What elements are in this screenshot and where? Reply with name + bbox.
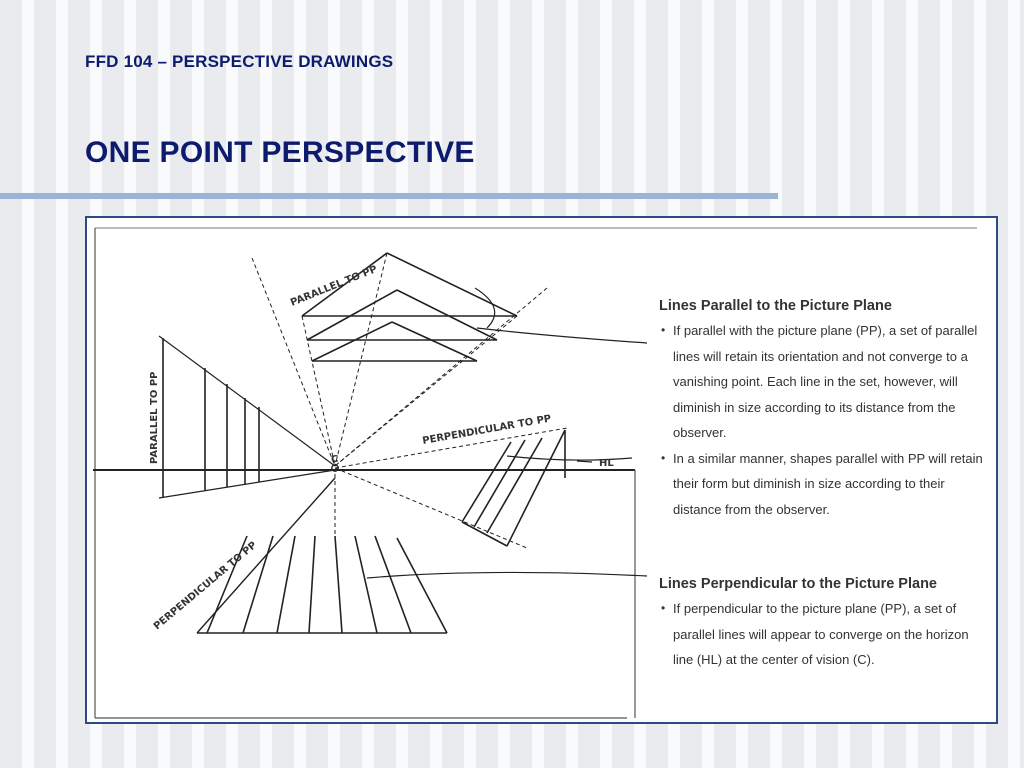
- course-title: FFD 104 – PERSPECTIVE DRAWINGS: [85, 52, 394, 71]
- left-parallel-group: [159, 336, 335, 498]
- perpendicular-heading: Lines Perpendicular to the Picture Plane: [659, 576, 937, 592]
- parallel-bullet-2: • In a similar manner, shapes parallel with PP will retain their form but diminish in size according to their distance from the observer.: [673, 446, 989, 523]
- parallel-bullet-1: • If parallel with the picture plane (PP), a set of parallel lines will retain its orientation and not converge to a vanishing point. Each line in the set, however, will diminish in size according to its distance from the observer.: [673, 318, 989, 446]
- parallel-heading: Lines Parallel to the Picture Plane: [659, 298, 892, 314]
- label-center: C: [331, 454, 339, 465]
- label-perpendicular-bottom: PERPENDICULAR TO PP: [151, 539, 259, 633]
- slide-title: ONE POINT PERSPECTIVE: [85, 136, 475, 169]
- parallel-bullets: [659, 318, 989, 522]
- perpendicular-section: [659, 576, 989, 673]
- label-horizon: HL: [599, 458, 614, 469]
- label-perpendicular-right: PERPENDICULAR TO PP: [421, 413, 553, 447]
- perpendicular-bullet-1: • If perpendicular to the picture plane (PP), a set of parallel lines will appear to converge on the horizon line (HL) at the center of vision (C).: [673, 596, 989, 673]
- top-parallel-group: [252, 253, 547, 466]
- label-parallel-top: PARALLEL TO PP: [289, 263, 379, 309]
- perpendicular-bullets: [659, 596, 989, 673]
- right-perpendicular-group: [335, 428, 632, 548]
- perspective-figure: [85, 216, 998, 724]
- bottom-perpendicular-group: [197, 328, 647, 633]
- label-parallel-left: PARALLEL TO PP: [149, 371, 160, 464]
- header: [85, 52, 393, 72]
- parallel-section: [659, 298, 989, 522]
- title-divider: [0, 193, 778, 199]
